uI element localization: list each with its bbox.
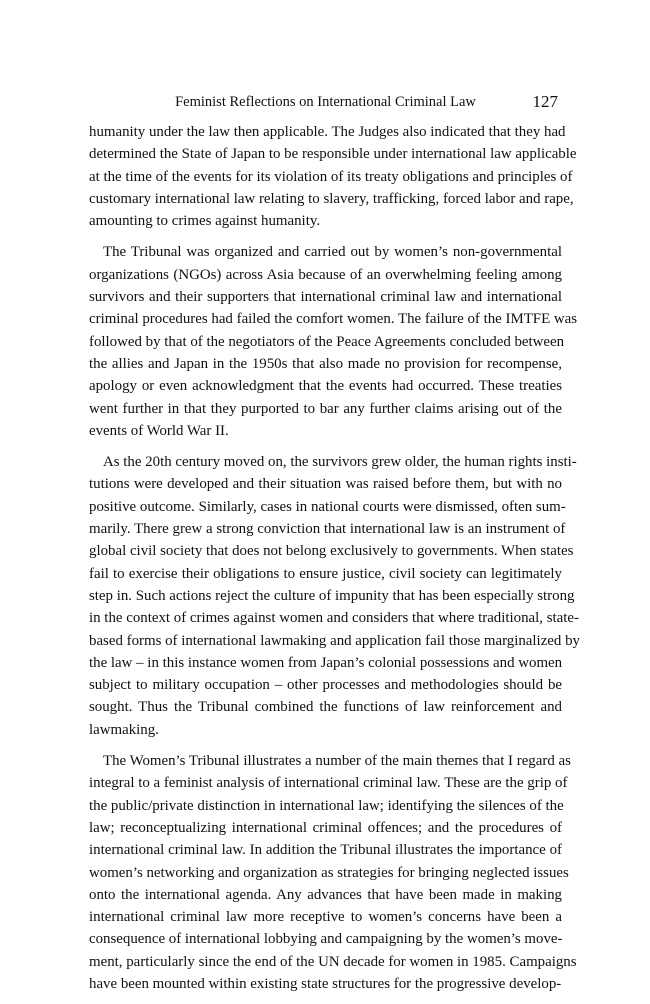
running-header	[89, 91, 562, 113]
line-text: followed by that of the negotiators of the Peace Agreements concluded between	[89, 333, 565, 350]
line-text: The Women’s Tribunal illustrates a number of the main themes that I regard as	[103, 753, 571, 770]
line-text: customary international law relating to slavery, trafficking, forced labor and rape,	[89, 190, 574, 207]
line-text: fail to exercise their obligations to ensure justice, civil society can legitimately	[89, 565, 562, 582]
line-text: in the context of crimes against women and considers that where traditional, state-	[89, 610, 579, 627]
text-line	[89, 674, 562, 696]
line-text: the law – in this instance women from Japan’s colonial possessions and women	[89, 654, 563, 671]
text-line	[89, 696, 562, 718]
text-line	[89, 928, 562, 950]
text-line	[89, 795, 562, 817]
text-line	[89, 308, 578, 330]
text-line	[89, 750, 571, 772]
line-text: positive outcome. Similarly, cases in national courts were dismissed, often sum-	[89, 498, 566, 515]
line-text: The Tribunal was organized and carried out by women’s non-governmental	[103, 244, 562, 261]
paragraph	[89, 750, 577, 995]
line-text: integral to a feminist analysis of international criminal law. These are the grip of	[89, 775, 568, 792]
line-text: subject to military occupation – other processes and methodologies should be	[89, 677, 562, 694]
text-line	[89, 473, 562, 495]
line-text: the allies and Japan in the 1950s that also made no provision for recompense,	[89, 355, 562, 372]
text-line	[89, 241, 562, 263]
text-line	[89, 973, 562, 995]
line-text: events of World War II.	[89, 422, 229, 439]
text-line	[89, 451, 577, 473]
line-text: the public/private distinction in international law; identifying the silences of the	[89, 797, 564, 814]
line-text: lawmaking.	[89, 721, 159, 738]
text-line	[89, 264, 562, 286]
line-text: determined the State of Japan to be responsible under international law applicable	[89, 146, 577, 163]
text-line	[89, 607, 579, 629]
line-text: ment, particularly since the end of the UN decade for women in 1985. Campaigns	[89, 953, 577, 970]
line-text: went further in that they purported to bar any further claims arising out of the	[89, 400, 562, 417]
text-line	[89, 496, 566, 518]
line-text: global civil society that does not belong exclusively to governments. When states	[89, 543, 574, 560]
text-line	[89, 121, 566, 143]
line-text: humanity under the law then applicable. The Judges also indicated that they had	[89, 124, 566, 140]
line-text: international criminal law more receptive to women’s concerns have been a	[89, 909, 562, 926]
line-text: tutions were developed and their situation was raised before them, but with no	[89, 476, 562, 493]
line-text: step in. Such actions reject the culture of impunity that has been especially strong	[89, 587, 575, 604]
line-text: at the time of the events for its violation of its treaty obligations and principles of	[89, 168, 573, 185]
text-line	[89, 375, 562, 397]
text-line	[89, 518, 566, 540]
line-text: sought. Thus the Tribunal combined the functions of law reinforcement and	[89, 699, 562, 716]
text-line	[89, 630, 580, 652]
line-text: criminal procedures had failed the comfort women. The failure of the IMTFE was	[89, 311, 578, 328]
text-line	[89, 951, 577, 973]
line-text: apology or even acknowledgment that the events had occurred. These treaties	[89, 378, 562, 395]
text-line	[89, 906, 562, 928]
paragraph	[89, 451, 580, 741]
text-line	[89, 286, 562, 308]
text-line	[89, 353, 562, 375]
text-line	[89, 772, 568, 794]
paragraph	[89, 241, 578, 442]
running-title: Feminist Reflections on International Criminal Law	[175, 94, 476, 110]
text-line	[89, 585, 575, 607]
line-text: international criminal law. In addition the Tribunal illustrates the importance of	[89, 842, 562, 859]
text-line	[89, 862, 569, 884]
text-line	[89, 884, 562, 906]
page-number: 127	[532, 92, 558, 111]
text-line	[89, 166, 573, 188]
text-line	[89, 420, 562, 442]
line-text: consequence of international lobbying and campaigning by the women’s move-	[89, 931, 563, 948]
text-line	[89, 398, 562, 420]
line-text: have been mounted within existing state structures for the progressive develop-	[89, 975, 562, 992]
text-line	[89, 210, 562, 232]
line-text: marily. There grew a strong conviction that international law is an instrument of	[89, 521, 566, 538]
line-text: survivors and their supporters that international criminal law and international	[89, 289, 562, 306]
line-text: As the 20th century moved on, the survivors grew older, the human rights insti-	[103, 454, 577, 471]
line-text: law; reconceptualizing international criminal offences; and the procedures of	[89, 819, 562, 836]
text-line	[89, 331, 565, 353]
text-line	[89, 719, 562, 741]
text-line	[89, 563, 562, 585]
line-text: women’s networking and organization as strategies for bringing neglected issues	[89, 864, 569, 881]
text-line	[89, 817, 562, 839]
text-line	[89, 652, 562, 674]
text-line	[89, 188, 574, 210]
line-text: amounting to crimes against humanity.	[89, 213, 321, 230]
body-text	[89, 121, 580, 1004]
text-line	[89, 540, 574, 562]
text-line	[89, 839, 562, 861]
line-text: organizations (NGOs) across Asia because of an overwhelming feeling among	[89, 266, 562, 283]
paragraph	[89, 121, 577, 232]
text-line	[89, 143, 577, 165]
line-text: onto the international agenda. Any advances that have been made in making	[89, 886, 562, 903]
line-text: based forms of international lawmaking and application fail those marginalized by	[89, 632, 580, 649]
